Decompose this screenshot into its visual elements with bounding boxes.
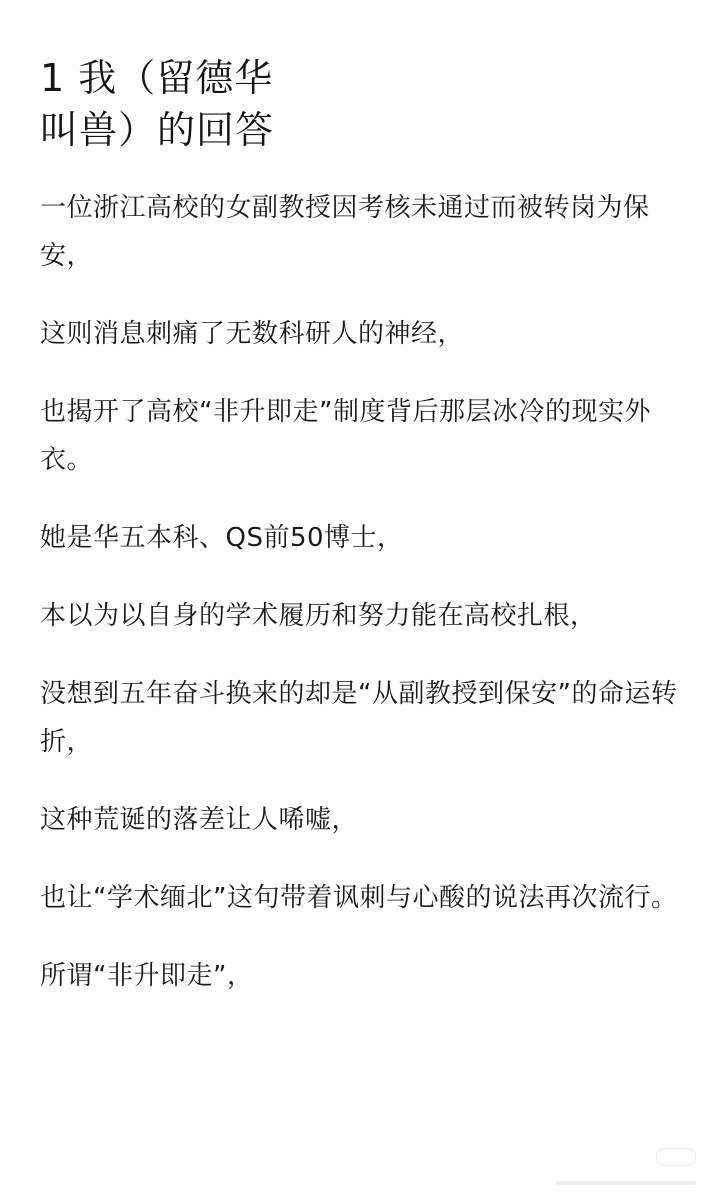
paragraph: 也揭开了高校“非升即走”制度背后那层冰冷的现实外衣。: [40, 397, 651, 475]
paragraph: 一位浙江高校的女副教授因考核未通过而被转岗为保安，: [40, 193, 650, 271]
title-line-2: 叫兽）的回答: [40, 108, 275, 152]
paragraph: 所谓“非升即走”，: [40, 961, 254, 991]
watermark: [556, 1148, 706, 1192]
article: [40, 52, 685, 1030]
paragraph: 也让“学术缅北”这句带着讽刺与心酸的说法再次流行。: [40, 883, 678, 913]
paragraph: 她是华五本科、QS前50博士，: [40, 523, 404, 553]
paragraph: 本以为以自身的学术履历和努力能在高校扎根，: [40, 601, 597, 631]
answer-title: [40, 52, 685, 156]
watermark-mark: [556, 1178, 696, 1188]
title-line-1: 1 我（留德华: [40, 56, 274, 100]
watermark-badge: [656, 1148, 696, 1166]
paragraph: 没想到五年奋斗换来的却是“从副教授到保安”的命运转折，: [40, 679, 678, 757]
paragraph: 这种荒诞的落差让人唏嘘，: [40, 805, 359, 835]
paragraph: 这则消息刺痛了无数科研人的神经，: [40, 319, 465, 349]
